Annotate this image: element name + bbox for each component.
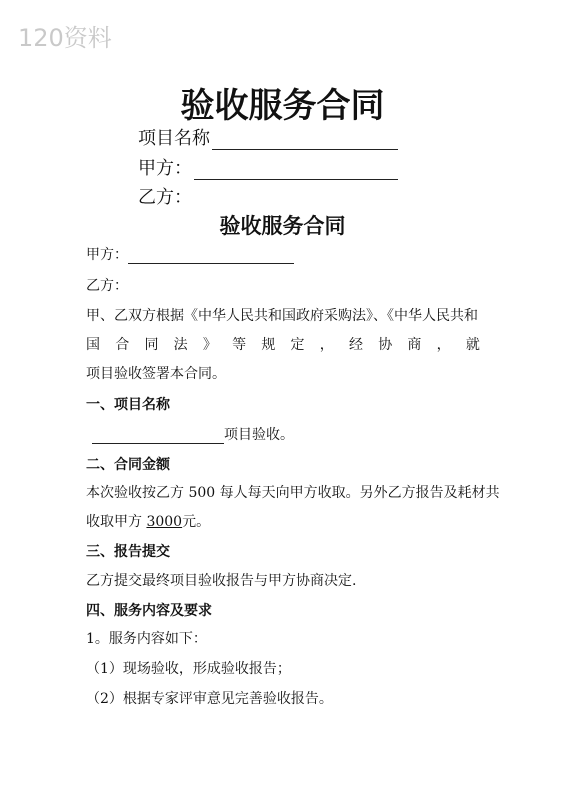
party-b-label: 乙方： xyxy=(86,278,128,294)
party-a-label: 甲方： xyxy=(86,247,128,263)
watermark: 120资料 xyxy=(18,24,112,52)
section-4-heading: 四、服务内容及要求 xyxy=(86,603,212,619)
cover-party-a-label: 甲方： xyxy=(138,158,192,179)
section-1-heading: 一、项目名称 xyxy=(86,397,170,413)
contract-title: 验收服务合同 xyxy=(219,214,346,238)
section-2-line-1: 本次验收按乙方 500 每人每天向甲方收取。另外乙方报告及耗材共 xyxy=(86,485,500,501)
contract-amount: 3000 xyxy=(146,514,183,530)
intro-line-1: 甲、乙双方根据《中华人民共和国政府采购法》、《中华人民共和 xyxy=(86,308,478,324)
section-3-text: 乙方提交最终项目验收报告与甲方协商决定. xyxy=(86,573,357,589)
intro-line-2-char: ， xyxy=(319,337,334,353)
party-a-line xyxy=(86,244,294,264)
section-2-suffix: 元。 xyxy=(182,514,211,530)
section-4-item-2: （2）根据专家评审意见完善验收报告。 xyxy=(86,691,333,707)
intro-line-2-char: 国 xyxy=(86,337,100,353)
cover-title: 验收服务合同 xyxy=(180,86,385,126)
intro-line-2-char: 等 xyxy=(232,337,247,353)
cover-party-a-blank xyxy=(194,161,398,180)
intro-line-2-char: 就 xyxy=(465,337,480,353)
cover-party-a-line xyxy=(138,154,398,180)
section-4-item-0: 1。服务内容如下： xyxy=(86,631,207,647)
section-3-heading: 三、报告提交 xyxy=(86,544,170,560)
section-2-line-2 xyxy=(86,511,210,531)
section-1-text: 项目验收。 xyxy=(224,427,294,443)
intro-line-2-char: 》 xyxy=(202,337,217,353)
intro-line-2-char: 协 xyxy=(378,337,393,353)
intro-line-2-char: 合 xyxy=(115,337,130,353)
cover-party-b-label: 乙方： xyxy=(138,187,192,208)
cover-project-line xyxy=(138,124,398,150)
section-4-item-1: （1）现场验收，形成验收报告； xyxy=(86,661,291,677)
intro-line-2-char: 规 xyxy=(261,337,276,353)
intro-line-2-char: 法 xyxy=(173,337,188,353)
intro-line-2 xyxy=(86,334,480,354)
intro-line-2-char: 定 xyxy=(290,337,305,353)
intro-line-2-char: ， xyxy=(436,337,451,353)
cover-project-label: 项目名称 xyxy=(138,128,210,149)
party-a-blank xyxy=(128,249,294,264)
section-2-prefix: 收取甲方 xyxy=(86,514,147,530)
party-b-line xyxy=(86,275,128,295)
cover-project-blank xyxy=(212,131,398,150)
section-2-heading: 二、合同金额 xyxy=(86,457,170,473)
intro-line-2-char: 商 xyxy=(407,337,422,353)
project-name-blank xyxy=(92,429,224,444)
intro-line-2-char: 同 xyxy=(144,337,159,353)
intro-line-3: 项目验收签署本合同。 xyxy=(86,366,226,382)
section-1-text-line xyxy=(92,424,294,444)
intro-line-2-char: 经 xyxy=(348,337,363,353)
cover-party-b-line xyxy=(138,183,192,209)
